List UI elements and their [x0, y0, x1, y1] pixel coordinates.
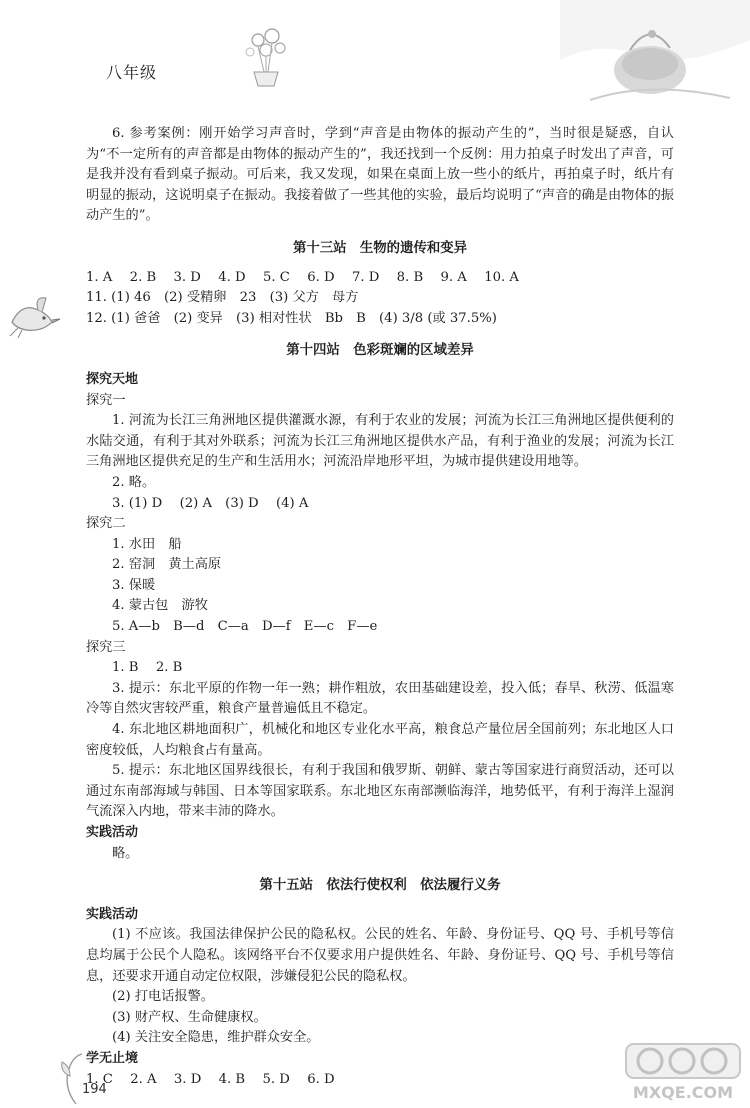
answer-line: 1. B 2. B [112, 660, 183, 676]
answer-paragraph: 5. 提示：东北地区国界线很长，有利于我国和俄罗斯、朝鲜、蒙古等国家进行商贸活动，还可以通过东南部海域与韩国、日本等国家联系。东北地区东南部濒临海洋，地势低平，有利于海洋上湿润气流深入内地，带来丰沛的降水。 [86, 763, 674, 820]
page-number: 194 [82, 1082, 107, 1097]
watermark-logo [620, 1040, 746, 1106]
exploration-label: 探究二 [86, 516, 126, 532]
exploration-label: 探究三 [86, 639, 126, 655]
answer-paragraph: 6. 参考案例：刚开始学习声音时，学到“声音是由物体的振动产生的”，当时很是疑惑，自认为“不一定所有的声音都是由物体的振动产生的”，我还找到一个反例：用力拍桌子时发出了声音，可是我并没有看到桌子振动。可后来，我又发现，如果在桌面上放一些小的纸片，再拍桌子时，纸片有明显的振动，这说明桌子在振动。我接着做了一些其他的实验，最后均说明了“声音的确是由物体的振动产生的”。 [86, 126, 674, 224]
answer-line: 1. C 2. A 3. D 4. B 5. D 6. D [86, 1071, 335, 1087]
answer-line: (4) 关注安全隐患，维护群众安全。 [112, 1030, 320, 1046]
answer-line: (3) 财产权、生命健康权。 [112, 1009, 267, 1025]
answer-line: 1. A 2. B 3. D 4. D 5. C 6. D 7. D 8. B 9. A 10. A [86, 269, 519, 285]
section-title-13: 第十三站 生物的遗传和变异 [292, 240, 468, 256]
answer-line: 2. 略。 [112, 474, 156, 490]
answer-line: (2) 打电话报警。 [112, 989, 214, 1005]
answer-paragraph: 4. 东北地区耕地面积广，机械化和地区专业化水平高，粮食总产量位居全国前列；东北地区人口密度较低，人均粮食占有量高。 [86, 722, 674, 758]
answer-line: 3. 保暖 [112, 577, 156, 593]
answer-line: 2. 窑洞 黄土高原 [112, 557, 222, 573]
section-title-14: 第十四站 色彩斑斓的区域差异 [286, 343, 474, 359]
subheading: 探究天地 [86, 371, 139, 387]
exploration-label: 探究一 [86, 392, 126, 408]
leaf-ornament [56, 1052, 96, 1106]
answer-line: 5. A—b B—d C—a D—f E—c F—e [112, 619, 378, 635]
answer-line: 4. 蒙古包 游牧 [112, 598, 208, 614]
bird-illustration [4, 292, 68, 342]
answer-paragraph: (1) 不应该。我国法律保护公民的隐私权。公民的姓名、年龄、身份证号、QQ 号、手机号等信息均属于公民个人隐私。该网络平台不仅要求用户提供姓名、年龄、身份证号、QQ 号、手机号等信息，还要求开通自动定位权限，涉嫌侵犯公民的隐私权。 [86, 927, 674, 984]
subheading: 实践活动 [86, 906, 139, 922]
answer-line: 略。 [112, 845, 139, 861]
corner-illustration [560, 0, 750, 110]
answer-line: 12. (1) 爸爸 (2) 变异 (3) 相对性状 Bb B (4) 3/8 (或 37.5%) [86, 310, 497, 326]
answer-line: 1. 水田 船 [112, 536, 182, 552]
subheading: 学无止境 [86, 1050, 139, 1066]
section-title-15: 第十五站 依法行使权利 依法履行义务 [259, 878, 501, 894]
flower-pot-illustration [236, 26, 296, 90]
answer-paragraph: 3. 提示：东北平原的作物一年一熟；耕作粗放，农田基础建设差，投入低；春旱、秋涝、低温寒冷等自然灾害较严重，粮食产量普遍低且不稳定。 [86, 680, 674, 717]
answer-line: 11. (1) 46 (2) 受精卵 23 (3) 父方 母方 [86, 290, 359, 306]
answer-content [86, 124, 674, 1090]
answer-line: 3. (1) D (2) A (3) D (4) A [112, 495, 309, 511]
grade-label: 八年级 [106, 63, 158, 82]
watermark-text: MXQE.COM [632, 1083, 734, 1102]
answer-paragraph: 1. 河流为长江三角洲地区提供灌溉水源，有利于农业的发展；河流为长江三角洲地区提供便利的水陆交通，有利于其对外联系；河流为长江三角洲地区提供水产品，有利于渔业的发展；河流为长江三角洲地区提供充足的生产和生活用水；河流沿岸地形平坦，为城市提供建设用地等。 [86, 413, 674, 470]
subheading: 实践活动 [86, 825, 139, 840]
